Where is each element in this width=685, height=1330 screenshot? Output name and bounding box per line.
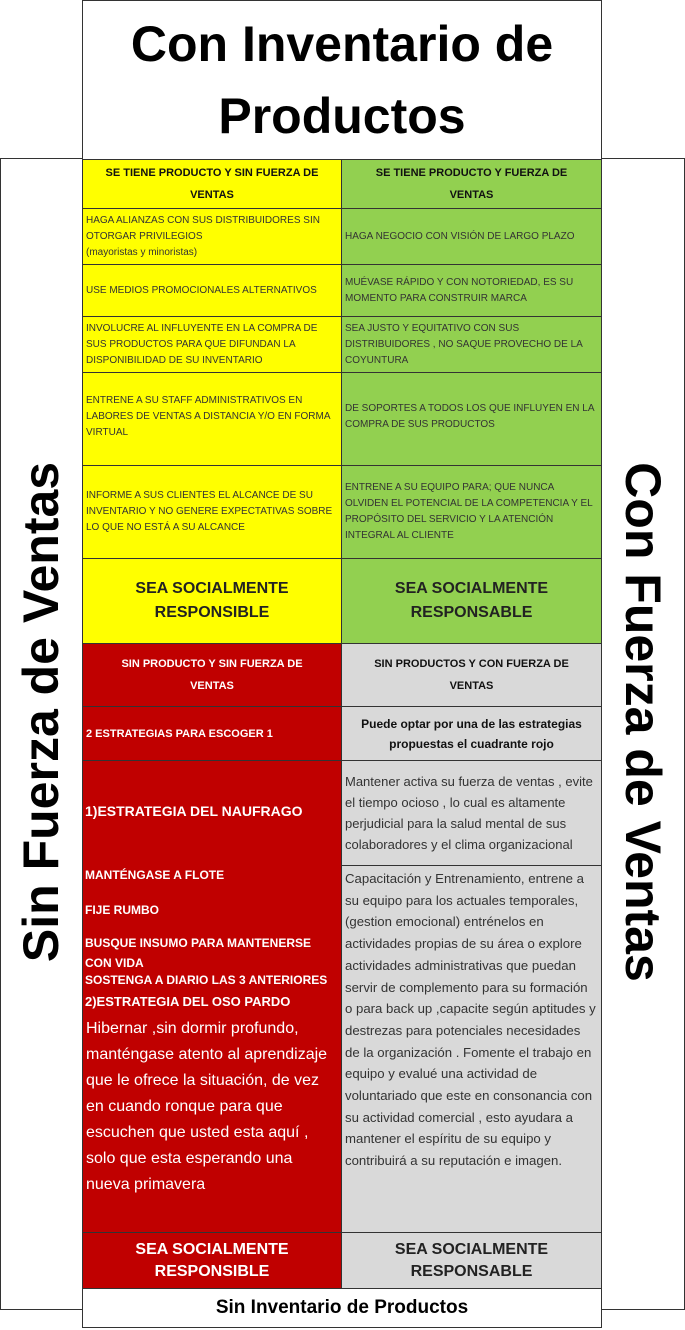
left-axis-label: Sin Fuerza de Ventas [13,461,69,963]
yellow-item-text: HAGA ALIANZAS CON SUS DISTRIBUIDORES SIN OTORGAR PRIVILEGIOS [86,214,320,242]
red-step: BUSQUE INSUMO PARA MANTENERSE CON VIDA [85,936,312,970]
red-strategy2: 2)ESTRATEGIA DEL OSO PARDO [85,994,291,1009]
green-item: SEA JUSTO Y EQUITATIVO CON SUS DISTRIBUIDORES , NO SAQUE PROVECHO DE LA COYUNTURA [341,316,602,373]
green-header: SE TIENE PRODUCTO Y FUERZA DE VENTAS [341,159,602,209]
yellow-item: ENTRENE A SU STAFF ADMINISTRATIVOS EN LABORES DE VENTAS A DISTANCIA Y/O EN FORMA VIRTUAL [82,372,342,466]
gray-intro: Puede optar por una de las estrategias propuestas el cuadrante rojo [341,706,602,761]
red-step: MANTÉNGASE A FLOTE [85,868,225,882]
gray-item: Mantener activa su fuerza de ventas , evite el tiempo ocioso , lo cual es altamente perjudicial para la salud mental de sus colaboradores y el clima organizacional [341,760,602,866]
red-header: SIN PRODUCTO Y SIN FUERZA DE VENTAS [82,643,342,707]
bottom-title: Sin Inventario de Productos [215,1297,469,1318]
green-item: ENTRENE A SU EQUIPO PARA; QUE NUNCA OLVIDEN EL POTENCIAL DE LA COMPETENCIA Y EL PROPÓSITO DEL SERVICIO Y LA ATENCIÓN INTEGRAL AL CLIENTE [341,465,602,559]
yellow-item: INFORME A SUS CLIENTES EL ALCANCE DE SU INVENTARIO Y NO GENERE EXPECTATIVAS SOBRE LO QUE NO ESTÁ A SU ALCANCE [82,465,342,559]
gray-footer: SEA SOCIALMENTE RESPONSABLE [341,1232,602,1289]
red-step: FIJE RUMBO [85,903,160,917]
red-strategy1: 1)ESTRATEGIA DEL NAUFRAGO [85,803,303,819]
yellow-item [82,208,342,265]
red-step: SOSTENGA A DIARIO LAS 3 ANTERIORES [85,973,328,987]
top-title: Con Inventario de Productos [130,16,554,144]
green-item: DE SOPORTES A TODOS LOS QUE INFLUYEN EN LA COMPRA DE SUS PRODUCTOS [341,372,602,466]
gray-item: Capacitación y Entrenamiento, entrene a su equipo para los actuales temporales,(gestion emocional) entrénelos en actividades propias de su área o explore actividades administrativas que puedan servir de complemento para su formación o para back up ,capacite según aptitudes y destrezas para potenciales necesidades de la organización . Fomente el trabajo en equipo y evalué una actividad de voluntariado que este en consonancia con su actividad comercial , esto ayudara a mantener el espíritu de su equipo y contribuirá a su reputación e imagen. [341,865,602,1233]
gray-header: SIN PRODUCTOS Y CON FUERZA DE VENTAS [341,643,602,707]
green-item: HAGA NEGOCIO CON VISIÓN DE LARGO PLAZO [341,208,602,265]
red-footer: SEA SOCIALMENTE RESPONSIBLE [82,1232,342,1289]
bottom-title-box [82,1288,602,1328]
top-title-box [82,0,602,160]
yellow-header: SE TIENE PRODUCTO Y SIN FUERZA DE VENTAS [82,159,342,209]
green-footer: SEA SOCIALMENTE RESPONSABLE [341,558,602,644]
yellow-item-note: (mayoristas y minoristas) [86,246,198,258]
red-intro: 2 ESTRATEGIAS PARA ESCOGER 1 [82,706,342,761]
right-axis-label: Con Fuerza de Ventas [615,462,671,982]
yellow-footer: SEA SOCIALMENTE RESPONSIBLE [82,558,342,644]
green-item: MUÉVASE RÁPIDO Y CON NOTORIEDAD, ES SU MOMENTO PARA CONSTRUIR MARCA [341,264,602,317]
yellow-item: USE MEDIOS PROMOCIONALES ALTERNATIVOS [82,264,342,317]
red-strategy2-text: Hibernar ,sin dormir profundo, manténgase atento al aprendizaje que le ofrece la situación, de vez en cuando ronque para que escuchen que usted esta aquí , solo que esta esperando una nueva primavera [86,1020,328,1193]
yellow-item: INVOLUCRE AL INFLUYENTE EN LA COMPRA DE SUS PRODUCTOS PARA QUE DIFUNDAN LA DISPONIBILIDAD DE SU INVENTARIO [82,316,342,373]
